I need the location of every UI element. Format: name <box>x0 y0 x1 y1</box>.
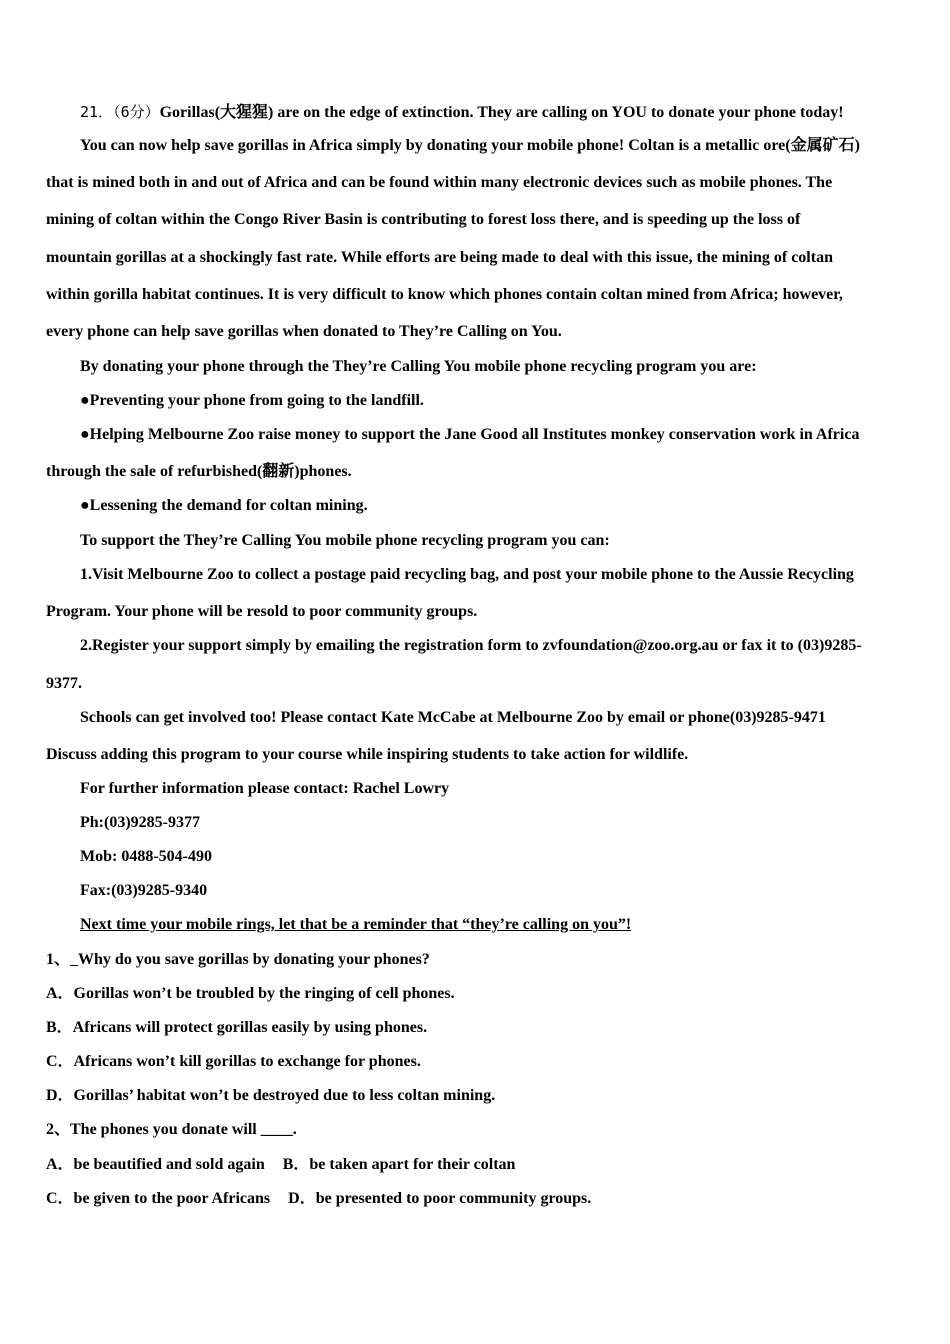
question-title: Gorillas(大猩猩) are on the edge of extinction. They are calling on YOU to donate your phone today! <box>159 104 844 121</box>
step-item-continued: Program. Your phone will be resold to poor community groups. <box>46 603 478 620</box>
q1-option-a: A．Gorillas won’t be troubled by the ringing of cell phones. <box>46 985 455 1002</box>
q2-stem-start: 2、The phones you donate will <box>46 1121 261 1138</box>
contact-mobile: Mob: 0488-504-490 <box>80 848 212 865</box>
passage-line: mining of coltan within the Congo River Basin is contributing to forest loss there, and is speeding up the loss of <box>46 211 801 228</box>
passage-line: Discuss adding this program to your course while inspiring students to take action for wildlife. <box>46 746 689 763</box>
closing-line: Next time your mobile rings, let that be a reminder that “they’re calling on you”! <box>80 916 632 933</box>
bullet-item-continued: through the sale of refurbished(翻新)phones. <box>46 463 352 480</box>
q2-option-c: C．be given to the poor Africans <box>46 1190 271 1207</box>
contact-phone: Ph:(03)9285-9377 <box>80 814 200 831</box>
passage-line: Schools can get involved too! Please contact Kate McCabe at Melbourne Zoo by email or phone(03)9285-9471 <box>80 709 826 726</box>
q2-option-a: A．be beautified and sold again <box>46 1156 265 1173</box>
passage-line: within gorilla habitat continues. It is very difficult to know which phones contain coltan mined from Africa; however, <box>46 286 843 303</box>
q2-options-row-2 <box>46 1189 906 1209</box>
q1-option-d: D．Gorillas’ habitat won’t be destroyed due to less coltan mining. <box>46 1087 496 1104</box>
q1-stem <box>46 950 906 970</box>
q2-blank: ____ <box>260 1121 293 1138</box>
passage-line: that is mined both in and out of Africa and can be found within many electronic devices such as mobile phones. The <box>46 174 833 191</box>
q1-option-c: C．Africans won’t kill gorillas to exchange for phones. <box>46 1053 421 1070</box>
q2-stem <box>46 1120 906 1140</box>
question-header <box>80 102 940 123</box>
contact-fax: Fax:(03)9285-9340 <box>80 882 208 899</box>
passage-line: By donating your phone through the They’re Calling You mobile phone recycling program you are: <box>80 358 757 375</box>
contact-line: For further information please contact: Rachel Lowry <box>80 780 450 797</box>
q1-option-b: B．Africans will protect gorillas easily by using phones. <box>46 1019 428 1036</box>
q2-option-b: B．be taken apart for their coltan <box>282 1156 516 1173</box>
q1-stem-text: Why do you save gorillas by donating your phones? <box>78 951 430 968</box>
q2-option-d: D．be presented to poor community groups. <box>288 1190 592 1207</box>
q2-options-row-1 <box>46 1155 906 1175</box>
step-item-continued: 9377. <box>46 675 82 692</box>
passage-line: You can now help save gorillas in Africa simply by donating your mobile phone! Coltan is a metallic ore(金属矿石) <box>80 137 860 154</box>
passage-line: To support the They’re Calling You mobile phone recycling program you can: <box>80 532 610 549</box>
passage-line: every phone can help save gorillas when donated to They’re Calling on You. <box>46 323 562 340</box>
question-number: 21． <box>80 103 114 121</box>
bullet-item: ●Preventing your phone from going to the landfill. <box>80 392 424 409</box>
bullet-item: ●Lessening the demand for coltan mining. <box>80 497 368 514</box>
step-item: 1.Visit Melbourne Zoo to collect a postage paid recycling bag, and post your mobile phone to the Aussie Recycling <box>80 566 854 583</box>
q2-stem-end: . <box>292 1121 297 1138</box>
passage-line: mountain gorillas at a shockingly fast rate. While efforts are being made to deal with this issue, the mining of coltan <box>46 249 833 266</box>
bullet-item: ●Helping Melbourne Zoo raise money to support the Jane Good all Institutes monkey conservation work in Africa <box>80 426 860 443</box>
step-item: 2.Register your support simply by emailing the registration form to zvfoundation@zoo.org.au or fax it to (03)9285- <box>80 637 862 654</box>
q1-blank <box>70 951 78 968</box>
question-score: （6分） <box>113 103 160 121</box>
q1-prefix: 1、 <box>46 951 71 968</box>
